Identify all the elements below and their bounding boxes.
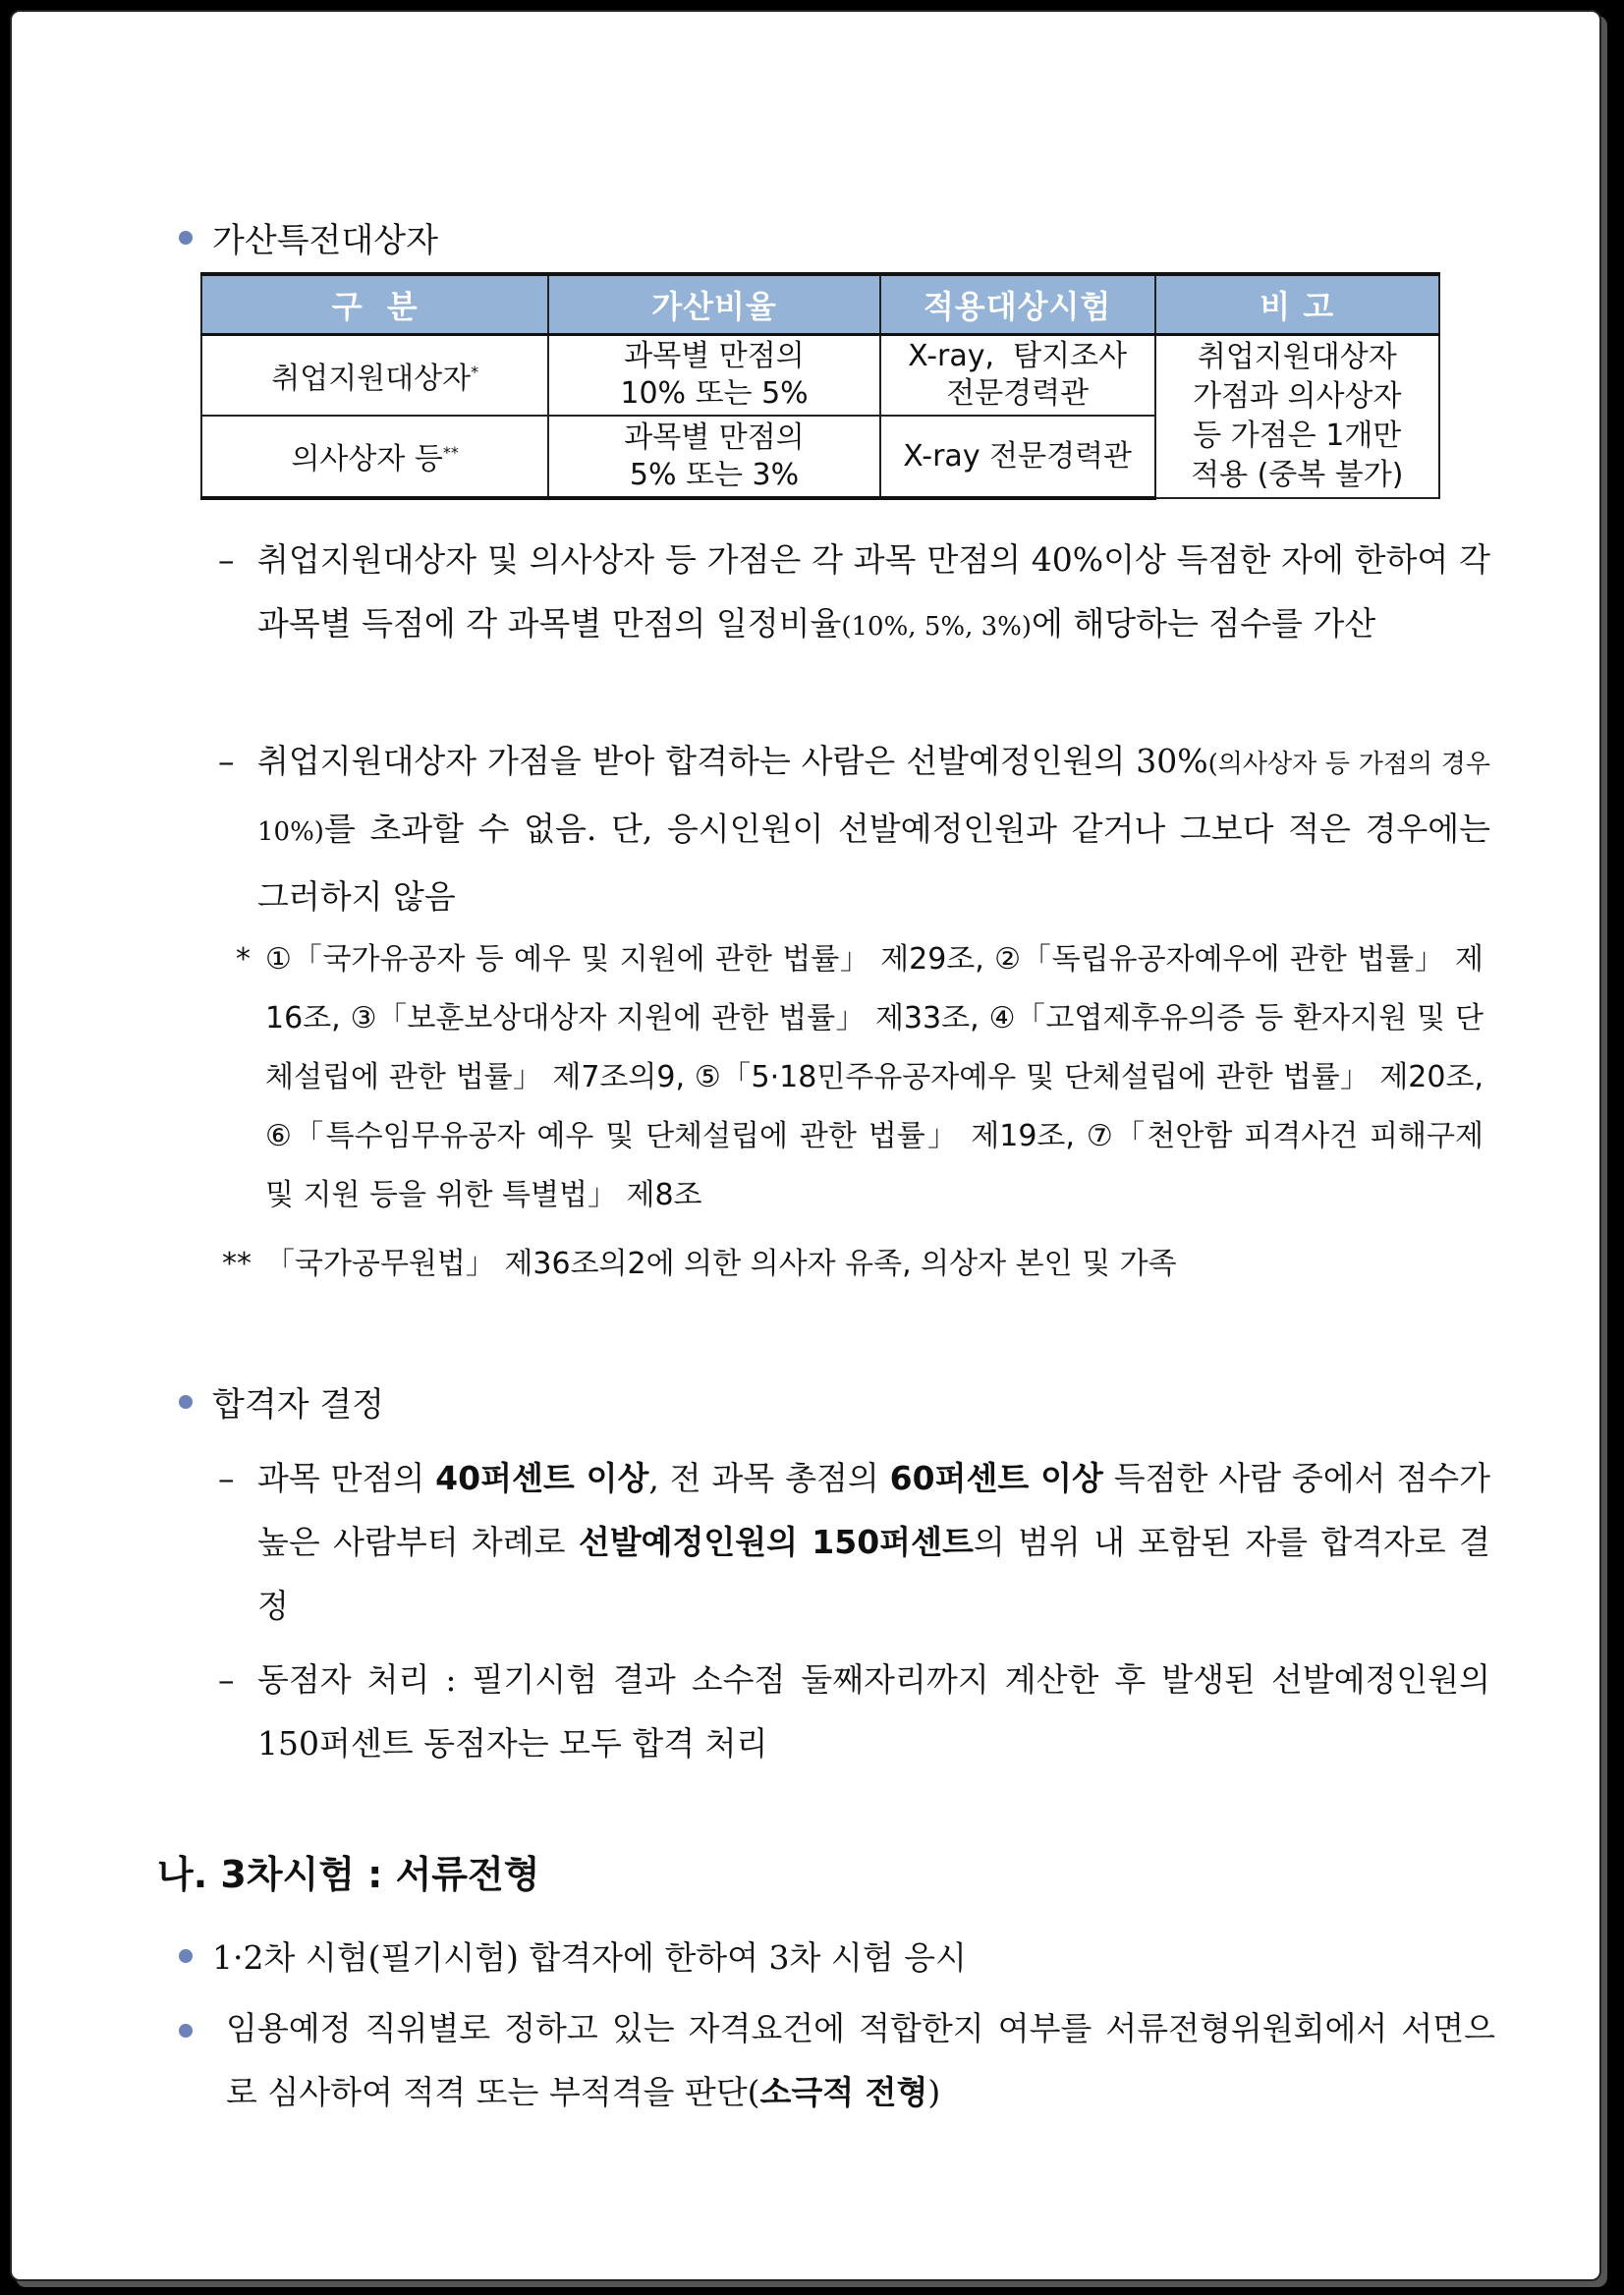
dash-mark: –: [218, 1660, 235, 1699]
emphasis-text: 60퍼센트 이상: [889, 1459, 1103, 1497]
bullet-document-review: [179, 1996, 1495, 2124]
dash-item-bonus-rule: [218, 528, 1490, 659]
paragraph-small-text: (10%, 5%, 3%): [841, 612, 1033, 642]
dash-item-tie-rule: [218, 1648, 1490, 1775]
table-cell-remark: [1155, 335, 1439, 499]
bullet-dot-icon: [179, 231, 193, 245]
footnote-mark-1: *: [236, 942, 251, 977]
footnote-text-2: 「국가공무원법」 제36조의2에 의한 의사자 유족, 의상자 본인 및 가족: [265, 1247, 1177, 1281]
remark-line: 등 가점은 1개만: [1193, 419, 1402, 453]
ratio-line: 10% 또는 5%: [620, 376, 809, 412]
paragraph-text: 동점자 처리 : 필기시험 결과 소수점 둘째자리까지 계산한 후 발생된 선발예정인원의 150퍼센트 동점자는 모두 합격 처리: [257, 1660, 1490, 1763]
section-heading-3rd-exam: 나. 3차시험 : 서류전형: [157, 1853, 540, 1896]
ratio-line: 과목별 만점의: [624, 420, 805, 455]
table-header-row: [201, 274, 1439, 335]
emphasis-text: 소극적 전형: [759, 2073, 928, 2111]
remark-line: 취업지원대상자: [1197, 340, 1397, 374]
paragraph-text: 취업지원대상자 가점을 받아 합격하는 사람은 선발예정인원의 30%: [257, 742, 1208, 780]
paragraph-small-text: (의사상자 등 가점의 경우 10%): [257, 750, 1490, 847]
table-cell-category: [201, 416, 548, 498]
section-title-pass: 합격자 결정: [212, 1385, 385, 1425]
ratio-line: 5% 또는 3%: [629, 457, 800, 492]
paragraph-text: 에 해당하는 점수를 가산: [1032, 604, 1376, 643]
category-text: 의사상자 등: [291, 442, 443, 477]
paragraph-text: 취업지원대상자 및 의사상자 등 가점은 각 과목 만점의 40%이상 득점한 자에 한하여 각 과목별 득점에 각 과목별 만점의 일정비율: [257, 540, 1490, 643]
paragraph-text: ): [927, 2073, 941, 2111]
category-text: 취업지원대상자: [271, 361, 472, 396]
section-bullet-bonus: [179, 213, 438, 261]
dash-mark: –: [218, 742, 235, 780]
paragraph-text: 1·2차 시험(필기시험) 합격자에 한하여 3차 시험 응시: [212, 1938, 967, 1977]
bonus-table: [200, 272, 1440, 500]
table-header-cell: 적용대상시험: [880, 274, 1155, 335]
table-cell-category: [201, 335, 548, 417]
bullet-dot-icon: [179, 1395, 193, 1409]
table-cell-ratio: [548, 416, 879, 498]
exam-line: 전문경력관: [946, 376, 1090, 412]
table-row: [201, 335, 1439, 417]
footnote-mark-2: **: [222, 1247, 252, 1281]
dash-mark: –: [218, 540, 235, 579]
paragraph-text: 득점한 사람 중에서 점수가 높은 사람부터 차례로: [257, 1459, 1491, 1561]
table-header-cell: 비 고: [1155, 274, 1439, 335]
footnote-mark: **: [442, 443, 459, 463]
document-page: [10, 10, 1601, 2281]
footnote-mark: *: [471, 362, 479, 381]
emphasis-text: 40퍼센트 이상: [435, 1459, 649, 1497]
paragraph-text: 과목 만점의: [257, 1459, 436, 1497]
table-cell-exam: [880, 416, 1155, 498]
dash-mark: –: [218, 1459, 235, 1497]
exam-line: X-ray, 탐지조사: [908, 339, 1128, 374]
paragraph-text: , 전 과목 총점의: [648, 1459, 890, 1497]
paragraph-text: 를 초과할 수 없음. 단, 응시인원이 선발예정인원과 같거나 그보다 적은 경우에는 그러하지 않음: [257, 810, 1490, 916]
remark-line: 적용 (중복 불가): [1191, 458, 1404, 492]
table-cell-ratio: [548, 335, 879, 417]
bullet-dot-icon: [179, 2024, 193, 2038]
dash-item-pass-criteria: [218, 1446, 1490, 1638]
table-header-cell: 구 분: [201, 274, 548, 335]
emphasis-text: 선발예정인원의 150퍼센트: [578, 1523, 974, 1561]
bullet-dot-icon: [179, 1949, 193, 1963]
section-title-bonus: 가산특전대상자: [212, 221, 438, 260]
section-bullet-pass: [179, 1377, 384, 1426]
paragraph-text: 의 범위 내 포함된 자를 합격자로 결정: [257, 1523, 1490, 1625]
paragraph-text: 임용예정 직위별로 정하고 있는 자격요건에 적합한지 여부를 서류전형위원회에서 서면으로 심사하여 적격 또는 부적격을 판단(: [226, 2009, 1495, 2111]
bullet-3rd-eligibility: [179, 1932, 967, 1979]
dash-item-bonus-limit: [218, 729, 1490, 928]
table-cell-exam: [880, 335, 1155, 417]
exam-line: X-ray 전문경력관: [903, 438, 1133, 474]
footnote-text-1: ①「국가유공자 등 예우 및 지원에 관한 법률」 제29조, ②「독립유공자예우에 관한 법률」 제16조, ③「보훈보상대상자 지원에 관한 법률」 제33조, ④「고엽제후유의증 등 환자지원 및 단체설립에 관한 법률」 제7조의9, ⑤「5·18민주유공자예우 및 단체설립에 관한 법률」 제20조, ⑥「특수임무유공자 예우 및 단체설립에 관한 법률」 제19조, ⑦「천안함 피격사건 피해구제 및 지원 등을 위한 특별법」 제8조: [265, 942, 1484, 1212]
remark-line: 가점과 의사상자: [1193, 379, 1402, 414]
table-header-cell: 가산비율: [548, 274, 879, 335]
ratio-line: 과목별 만점의: [624, 339, 805, 374]
